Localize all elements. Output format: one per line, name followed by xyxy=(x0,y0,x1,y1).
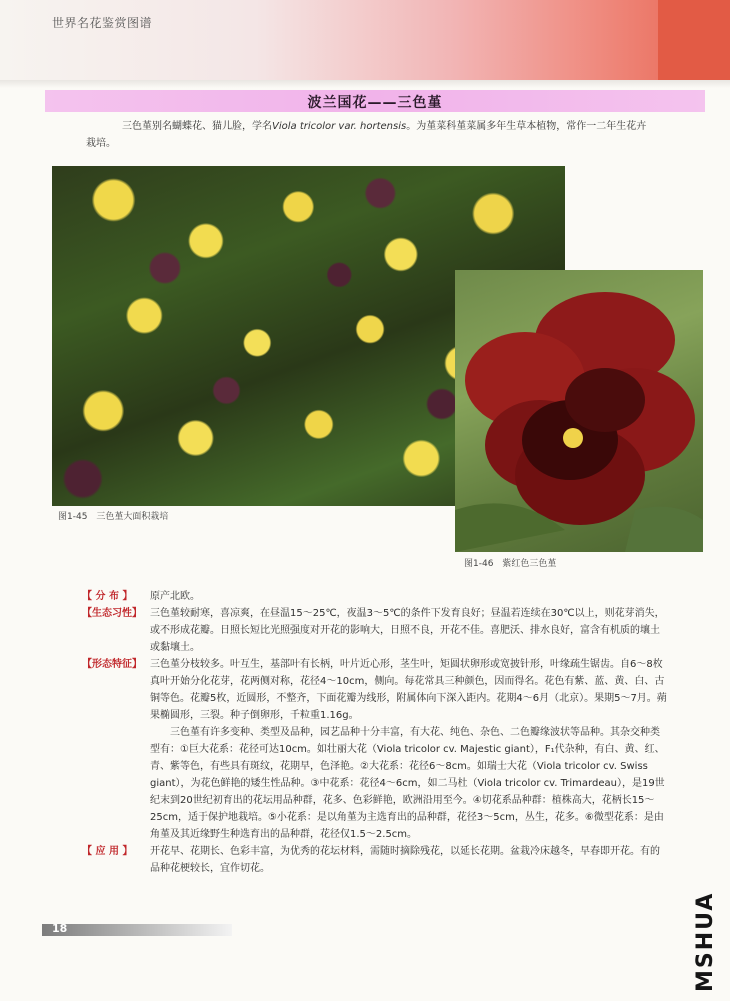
header-band xyxy=(0,0,730,80)
morphology-label: 【形态特征】 xyxy=(82,659,142,670)
cultivar-paragraph: 三色堇有许多变种、类型及品种，园艺品种十分丰富，有大花、纯色、杂色、二色瓣缘波状等品种。其杂交种类型有：①巨大花系：花径可达10cm。如壮丽大花（Viola tricolor cv. Majestic giant），F₁代杂种，有白、黄、红、青、紫等色，有些具有斑纹，花期早，色泽艳。②大花系：花径6～8cm。如瑞士大花（Viola tricolor cv. Swiss giant），为花色鲜艳的矮生性品种。③中花系：花径4～6cm，如二马杜（Viola tricolor cv. Trimardeau），是19世纪末到20世纪初育出的花坛用品种群，花多、色彩鲜艳，欧洲沿用至今。④切花系品种群：植株高大，花柄长15～25cm，适于保护地栽培。⑤小花系：是以角堇为主选育出的品种群，花径3～5cm，丛生，花多。⑥微型花系：是由角堇及其近缘野生种选育出的品种群，花径仅1.5～2.5cm。 xyxy=(150,727,665,840)
section-title: 波兰国花——三色堇 xyxy=(307,95,443,111)
red-pansy-illustration xyxy=(455,270,703,552)
header-red-block xyxy=(658,0,730,80)
figure-caption-1: 图1-45 三色堇大面积栽培 xyxy=(58,512,169,522)
watermark: MSHUA xyxy=(693,891,718,992)
intro-paragraph xyxy=(86,118,701,152)
application-text: 开花早、花期长、色彩丰富，为优秀的花坛材料，需随时摘除残花，以延长花期。盆栽冷床越冬，早春即开花。有的品种花梗较长，宜作切花。 xyxy=(150,846,660,874)
intro-line-2: 栽培。 xyxy=(86,138,116,149)
section-title-bar xyxy=(45,90,705,112)
ecology-label: 【生态习性】 xyxy=(82,608,142,619)
ecology-text: 三色堇较耐寒，喜凉爽，在昼温15～25℃，夜温3～5℃的条件下发育良好；昼温若连续在30℃以上，则花芽消失，或不形成花瓣。日照长短比光照强度对开花的影响大，日照不良，开花不佳。喜肥沃、排水良好，富含有机质的壤土或黏壤土。 xyxy=(150,608,665,653)
distribution-label: 【 分 布 】 xyxy=(82,591,133,602)
morphology-text: 三色堇分枝较多。叶互生，基部叶有长柄，叶片近心形，茎生叶，矩圆状卵形或宽披针形，叶缘疏生锯齿。自6～8枚真叶开始分化花芽，花两侧对称，花径4～10cm，侧向。每花常具三种颜色，因而得名。花色有紫、蓝、黄、白、古铜等色。花瓣5枚，近圆形，不整齐，下面花瓣为线形，附属体向下深入距内。花期4～6月（北京）。果期5～7月。蒴果椭圆形，三裂。种子倒卵形，千粒重1.16g。 xyxy=(150,659,667,721)
header-shadow xyxy=(0,80,730,88)
section-application xyxy=(82,843,668,877)
section-ecology xyxy=(82,605,668,656)
body-sections xyxy=(82,588,668,877)
figure-caption-2: 图1-46 紫红色三色堇 xyxy=(464,559,557,569)
intro-scientific-name: Viola tricolor var. hortensis xyxy=(272,121,407,132)
photo-red-pansy xyxy=(455,270,703,552)
distribution-text: 原产北欧。 xyxy=(150,591,200,602)
footer-band xyxy=(42,924,232,936)
intro-text-post: 。为堇菜科堇菜属多年生草本植物，常作一二年生花卉 xyxy=(406,121,647,132)
section-morphology xyxy=(82,656,668,724)
section-distribution xyxy=(82,588,668,605)
intro-text-pre: 三色堇别名蝴蝶花、猫儿脸，学名 xyxy=(122,121,272,132)
book-title: 世界名花鉴赏图谱 xyxy=(52,16,153,30)
application-label: 【 应 用 】 xyxy=(82,846,133,857)
page-number: 18 xyxy=(52,922,68,935)
